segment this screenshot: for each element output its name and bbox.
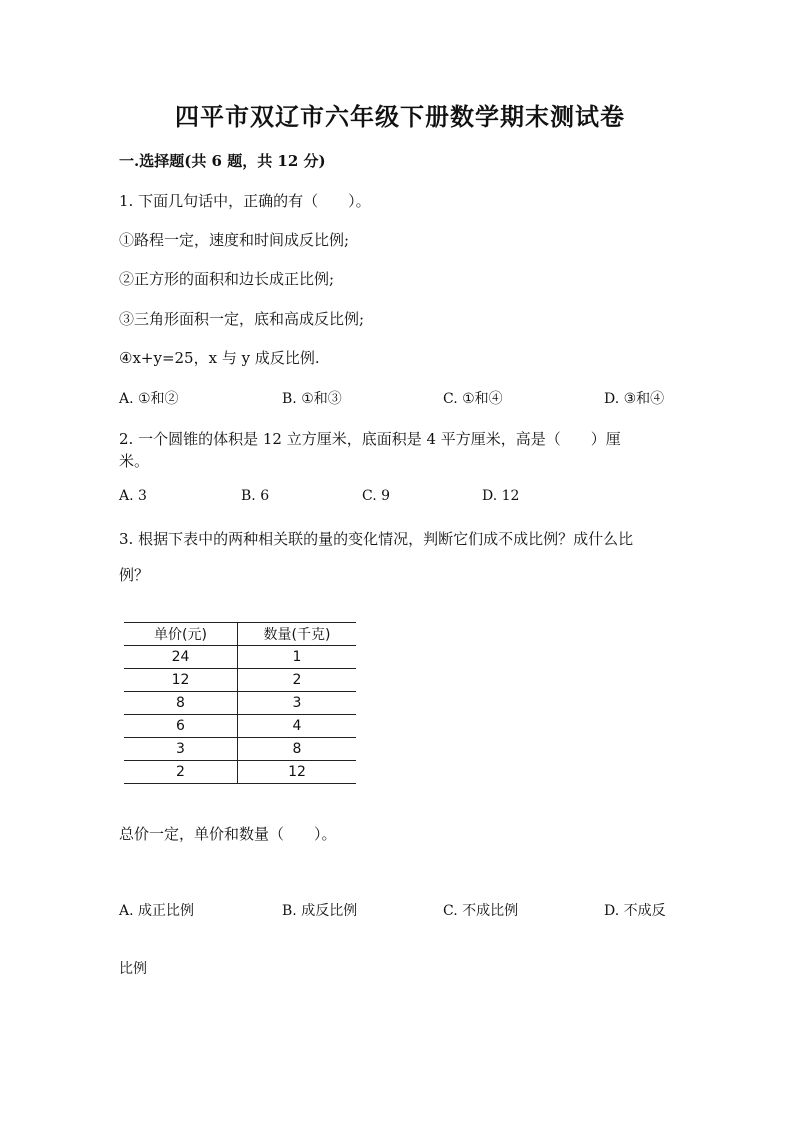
table-cell-price: 8 [124, 692, 238, 715]
table-row [124, 715, 356, 738]
q3-option-c: C. 不成比例 [443, 903, 519, 919]
q1-statement-3: ③三角形面积一定，底和高成反比例; [119, 310, 365, 328]
q2-option-c: C. 9 [362, 488, 391, 504]
table-cell-quantity: 1 [238, 646, 357, 669]
q2-option-b: B. 6 [241, 488, 270, 504]
q2-stem-line2: 米。 [119, 452, 150, 470]
q2-option-d: D. 12 [482, 488, 520, 504]
table-cell-quantity: 8 [238, 738, 357, 761]
q3-stem-line1: 3. 根据下表中的两种相关联的量的变化情况，判断它们成不成比例？成什么比 [119, 530, 634, 548]
table-header-price: 单价(元) [124, 623, 238, 646]
q1-option-c: C. ①和④ [443, 391, 503, 407]
table-row [124, 646, 356, 669]
table-row [124, 669, 356, 692]
q2-stem-line1: 2. 一个圆锥的体积是 12 立方厘米，底面积是 4 平方厘米，高是（ ）厘 [119, 430, 621, 448]
q3-stem-line2: 例？ [119, 566, 150, 584]
table-row [124, 761, 356, 784]
table-cell-price: 3 [124, 738, 238, 761]
q3-option-d: D. 不成反 [604, 903, 666, 919]
q1-option-a: A. ①和② [119, 391, 179, 407]
section-heading: 一.选择题(共 6 题，共 12 分) [119, 152, 326, 170]
q3-question: 总价一定，单价和数量（ ）。 [119, 825, 337, 843]
q2-option-a: A. 3 [119, 488, 147, 504]
price-quantity-table [124, 622, 356, 784]
q1-statement-1: ①路程一定，速度和时间成反比例; [119, 231, 350, 249]
table-cell-price: 6 [124, 715, 238, 738]
q1-option-d: D. ③和④ [604, 391, 665, 407]
table-cell-quantity: 2 [238, 669, 357, 692]
q1-statement-4: ④x+y=25，x 与 y 成反比例. [119, 349, 320, 367]
table-header-row [124, 623, 356, 646]
q1-stem: 1. 下面几句话中，正确的有（ ）。 [119, 192, 371, 210]
table-row [124, 738, 356, 761]
page-title: 四平市双辽市六年级下册数学期末测试卷 [175, 102, 625, 131]
table-cell-quantity: 12 [238, 761, 357, 784]
table-cell-price: 2 [124, 761, 238, 784]
q3-option-a: A. 成正比例 [119, 903, 195, 919]
table-cell-price: 24 [124, 646, 238, 669]
table-cell-quantity: 3 [238, 692, 357, 715]
table-cell-quantity: 4 [238, 715, 357, 738]
q1-statement-2: ②正方形的面积和边长成正比例; [119, 270, 335, 288]
q1-option-b: B. ①和③ [282, 391, 342, 407]
table-row [124, 692, 356, 715]
q3-option-d-wrap: 比例 [119, 961, 147, 977]
q3-option-b: B. 成反比例 [282, 903, 358, 919]
table-header-quantity: 数量(千克) [238, 623, 357, 646]
table-cell-price: 12 [124, 669, 238, 692]
